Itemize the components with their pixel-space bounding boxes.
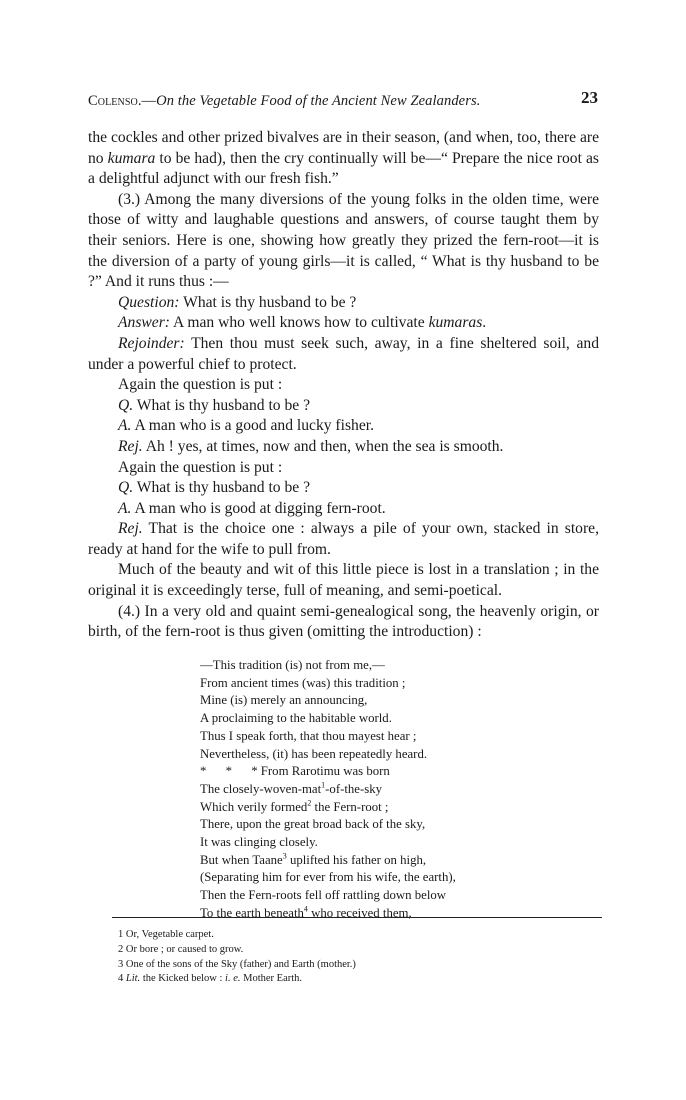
running-head xyxy=(88,93,598,110)
footnote xyxy=(118,943,598,958)
header-dash: — xyxy=(141,93,157,109)
answer-line xyxy=(88,416,599,437)
footnote-rule xyxy=(112,917,602,918)
poem-text: uplifted his father on high, xyxy=(286,852,427,867)
poem-line xyxy=(200,781,560,799)
answer-line xyxy=(88,313,599,334)
footnote-text: Mother Earth. xyxy=(240,973,303,985)
poem-line xyxy=(200,905,560,923)
poem-line: —This tradition (is) not from me,— xyxy=(200,658,385,672)
poem-line: (Separating him for ever from his wife, the earth), xyxy=(200,870,456,885)
footnote-number: 1 xyxy=(118,929,124,940)
answer-line xyxy=(88,499,599,520)
footnote-ref: 4 xyxy=(303,904,308,914)
poem-text: -of-the-sky xyxy=(325,781,383,796)
poem-text: the Fern-root ; xyxy=(311,799,389,814)
answer-label: A. xyxy=(118,499,132,517)
footnote xyxy=(118,958,598,973)
answer-label: Answer: xyxy=(118,314,170,332)
poem-text: Which verily formed xyxy=(200,799,308,814)
poem-line: Nevertheless, (it) has been repeatedly heard. xyxy=(200,746,428,761)
question-line xyxy=(88,396,599,417)
footnote-text: Or bore ; or caused to grow. xyxy=(123,943,244,955)
answer-text: A man who is a good and lucky fisher. xyxy=(131,417,374,435)
footnote xyxy=(118,928,598,943)
poem-text: who received them, xyxy=(307,905,412,920)
poem-line xyxy=(200,852,560,870)
rejoinder-text: Then thou must seek such, away, in a fine sheltered soil, and under a powerful chief to protect. xyxy=(88,334,599,373)
question-text: What is thy husband to be ? xyxy=(179,293,357,311)
footnote-text: the Kicked below : xyxy=(140,973,226,985)
footnote-ref: 3 xyxy=(282,851,287,861)
rejoinder-label: Rejoinder: xyxy=(118,334,185,352)
question-label: Q. xyxy=(118,479,134,497)
poem-line: There, upon the great broad back of the sky, xyxy=(200,817,426,832)
footnote-ref: 2 xyxy=(307,798,312,808)
paragraph-song-intro: (4.) In a very old and quaint semi-genealogical song, the heavenly origin, or birth, of the fern-root is thus given (omitting the introduction) : xyxy=(88,602,599,641)
header-author: Colenso. xyxy=(88,93,142,109)
page-number: 23 xyxy=(581,88,598,107)
poem xyxy=(200,657,560,923)
paragraph-cockles xyxy=(88,128,599,190)
footnote-text: Or, Vegetable carpet. xyxy=(123,929,214,940)
rejoinder-text: Ah ! yes, at times, now and then, when the sea is smooth. xyxy=(142,437,504,455)
question-text: What is thy husband to be ? xyxy=(133,396,311,414)
text-span: to be had), then the cry continually will be—“ Prepare the nice root as a delightful adjunct with our fresh fish.” xyxy=(88,149,599,188)
question-text: What is thy husband to be ? xyxy=(133,479,311,497)
answer-label: A. xyxy=(118,417,132,435)
footnote-text: One of the sons of the Sky (father) and Earth (mother.) xyxy=(123,958,356,970)
footnote-ref: 1 xyxy=(321,780,326,790)
header-title: On the Vegetable Food of the Ancient New Zealanders. xyxy=(156,93,481,109)
asterisks: * * * xyxy=(200,764,258,779)
poem-line: From ancient times (was) this tradition ; xyxy=(200,675,406,690)
poem-line: Mine (is) merely an announcing, xyxy=(200,693,368,708)
footnote-number: 3 xyxy=(118,958,124,970)
emphasis-kumaras: kumaras xyxy=(428,314,483,332)
poem-text: To the earth beneath xyxy=(200,905,304,920)
footnotes xyxy=(118,928,598,987)
rejoinder-text: That is the choice one : always a pile of your own, stacked in store, ready at hand for the wife to pull from. xyxy=(88,520,599,558)
again-line: Again the question is put : xyxy=(118,458,283,476)
text-span: the cockles and other prized bivalves are in their season, (and when, too, there are no xyxy=(88,129,599,167)
rejoinder-label: Rej. xyxy=(118,437,143,455)
rejoinder-line xyxy=(88,519,599,560)
again-line: Again the question is put : xyxy=(118,376,283,394)
footnote-emphasis: Lit. xyxy=(123,973,141,985)
footnote-number: 2 xyxy=(118,943,124,955)
rejoinder-line xyxy=(88,437,599,458)
rejoinder-label: Rej. xyxy=(118,520,143,538)
paragraph-beauty: Much of the beauty and wit of this little piece is lost in a translation ; in the original it is exceedingly terse, full of meaning, and semi-poetical. xyxy=(88,561,599,600)
question-label: Q. xyxy=(118,396,134,414)
emphasis-kumara: kumara xyxy=(107,149,156,167)
poem-line: A proclaiming to the habitable world. xyxy=(200,711,392,726)
body-text xyxy=(88,128,599,643)
paragraph-diversions: (3.) Among the many diversions of the young folks in the olden time, were those of witty and laughable questions and answers, of course taught them by their seniors. Here is one, showing how greatly they prized the fern-root—it is the diversion of a party of young girls—it is called, “ What is thy husband to be ?” And it runs thus :— xyxy=(88,190,599,291)
poem-text: But when Taane xyxy=(200,852,283,867)
poem-line xyxy=(200,799,560,817)
rejoinder-line xyxy=(88,334,599,375)
footnote xyxy=(118,972,598,987)
answer-text: A man who well knows how to cultivate xyxy=(169,314,429,332)
question-line xyxy=(88,478,599,499)
text-span: . xyxy=(482,314,487,332)
poem-line: Thus I speak forth, that thou mayest hear ; xyxy=(200,728,417,743)
poem-text: The closely-woven-mat xyxy=(200,781,322,796)
question-label: Question: xyxy=(118,293,180,311)
poem-line: It was clinging closely. xyxy=(200,835,318,850)
answer-text: A man who is good at digging fern-root. xyxy=(131,499,386,517)
poem-line: Then the Fern-roots fell off rattling down below xyxy=(200,888,447,903)
footnote-number: 4 xyxy=(118,973,124,985)
poem-line xyxy=(200,763,560,781)
footnote-emphasis: i. e. xyxy=(225,973,241,985)
poem-text: From Rarotimu was born xyxy=(257,764,390,779)
question-line xyxy=(88,293,599,314)
